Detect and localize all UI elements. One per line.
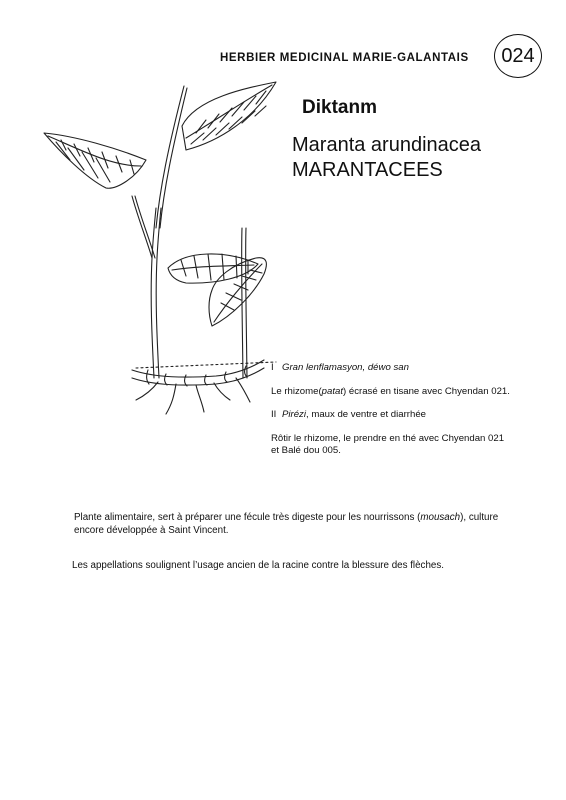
medicinal-uses [271,362,551,466]
use-1-numeral: I [271,362,274,373]
plant-names-block [292,133,481,183]
use-2-preparation [271,433,551,458]
use-2-numeral: II [271,409,277,420]
food-use-note [74,512,544,537]
plant-family: MARANTACEES [292,159,443,181]
use-2-title-text: , maux de ventre et diarrhée [306,409,426,420]
use-1-preparation-text-a: Le rhizome( [271,385,322,397]
names-note: Les appellations soulignent l’usage ancien de la racine contre la blessure des flèches. [72,560,444,571]
upper-stem [156,86,184,228]
plant-common-name: Diktanm [302,97,377,118]
food-note-line-1 [74,512,544,525]
use-1-title: Gran lenflamasyon, déwo san [282,362,409,373]
food-note-text-b: ), culture [460,512,499,523]
use-2-preparation-line: et Balé dou 005. [271,445,341,456]
use-1-preparation-text-b: ) écrasé en tisane avec Chyendan 021. [343,385,510,397]
use-1-preparation-term: patat [321,385,343,397]
use-2-preparation-line: Rôtir le rhizome, le prendre en thé avec Chyendan 021 [271,432,505,444]
use-1-preparation [271,386,551,399]
use-2-heading [271,409,551,422]
main-stem [151,208,156,378]
herbarium-title: HERBIER MEDICINAL MARIE-GALANTAIS [220,52,469,64]
food-note-line-2: encore développée à Saint Vincent. [74,524,229,536]
use-1-heading [271,362,551,375]
use-2-title-term: Pirézi [282,409,306,420]
food-note-text-a: Plante alimentaire, sert à préparer une fécule très digeste pour les nourrissons ( [74,512,421,523]
rhizome [132,360,264,377]
page-number-badge: 024 [494,34,542,78]
scientific-name: Maranta arundinacea [292,134,482,156]
plant-illustration [36,78,286,418]
food-note-term: mousach [420,512,461,523]
